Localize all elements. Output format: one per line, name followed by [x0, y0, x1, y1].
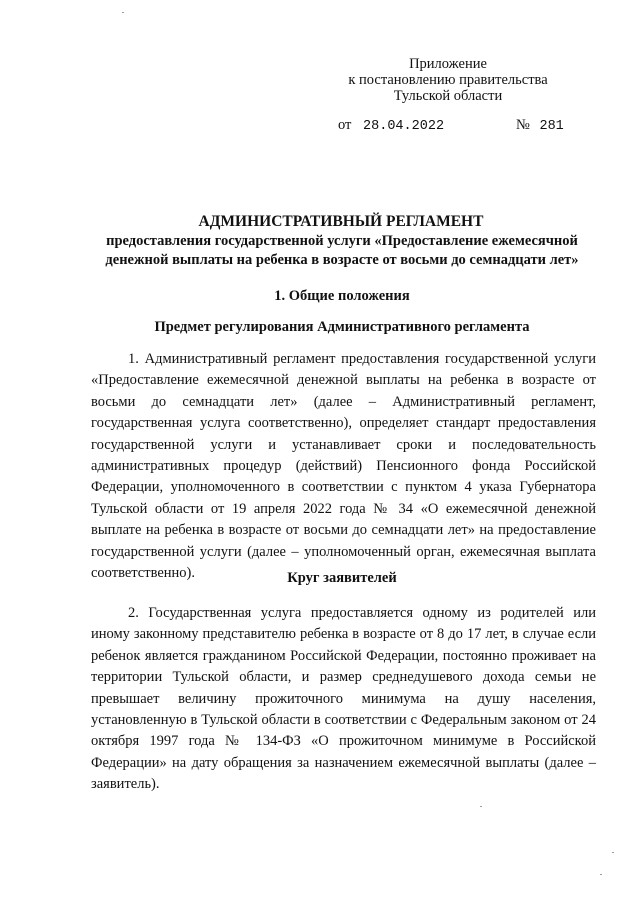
subtitle-line-1: предоставления государственной услуги «Предоставление ежемесячной: [106, 233, 578, 249]
applicants-heading: Круг заявителей: [287, 570, 397, 586]
document-number: 281: [539, 119, 564, 134]
scan-speck: [122, 12, 124, 13]
scan-speck: [612, 852, 614, 853]
paragraph-1: 1. Административный регламент предоставления государственной услуги «Предоставление ежемесячной денежной выплаты на ребенка в возрасте от восьми до семнадцати лет» (далее – Административный регламент, государственная услуга соответственно), определяет стандарт предоставления государственной услуги и устанавливает сроки и последовательность административных процедур (действий) Пенсионного фонда Российской Федерации, уполномоченного в соответствии с пунктом 4 указа Губернатора Тульской области от 19 апреля 2022 года № 34 «О ежемесячной денежной выплате на ребенка в возрасте от восьми до семнадцати лет» на предоставление государственной услуги (далее – уполномоченный орган, ежемесячная выплата соответственно).: [91, 351, 596, 582]
date-from-label: от: [338, 117, 352, 133]
appendix-block: [330, 56, 566, 104]
document-title: АДМИНИСТРАТИВНЫЙ РЕГЛАМЕНТ: [198, 213, 484, 230]
number-label: №: [516, 117, 530, 133]
document-subtitle: [92, 232, 592, 270]
paragraph-2: 2. Государственная услуга предоставляется одному из родителей или иному законному представителю ребенка в возрасте от 8 до 17 лет, в случае если ребенок является гражданином Российской Федерации, постоянно проживает на территории Тульской области, и размер среднедушевого дохода семьи не превышает величину прожиточного минимума на душу населения, установленную в Тульской области в соответствии с Федеральным законом от 24 октября 1997 года № 134-ФЗ «О прожиточном минимуме в Российской Федерации» на дату обращения за назначением ежемесячной выплаты (далее – заявитель).: [91, 605, 596, 793]
document-date: 28.04.2022: [363, 119, 445, 134]
subtitle-line-2: денежной выплаты на ребенка в возрасте от восьми до семнадцати лет»: [105, 252, 579, 268]
date-number-line: [338, 116, 588, 136]
subject-heading: Предмет регулирования Административного регламента: [154, 319, 530, 335]
appendix-line-2: к постановлению правительства: [348, 72, 548, 88]
section-heading: 1. Общие положения: [274, 288, 410, 304]
appendix-line-3: Тульской области: [393, 88, 503, 104]
appendix-line-1: Приложение: [409, 56, 487, 72]
scan-speck: [480, 806, 482, 807]
scan-speck: [600, 874, 602, 875]
